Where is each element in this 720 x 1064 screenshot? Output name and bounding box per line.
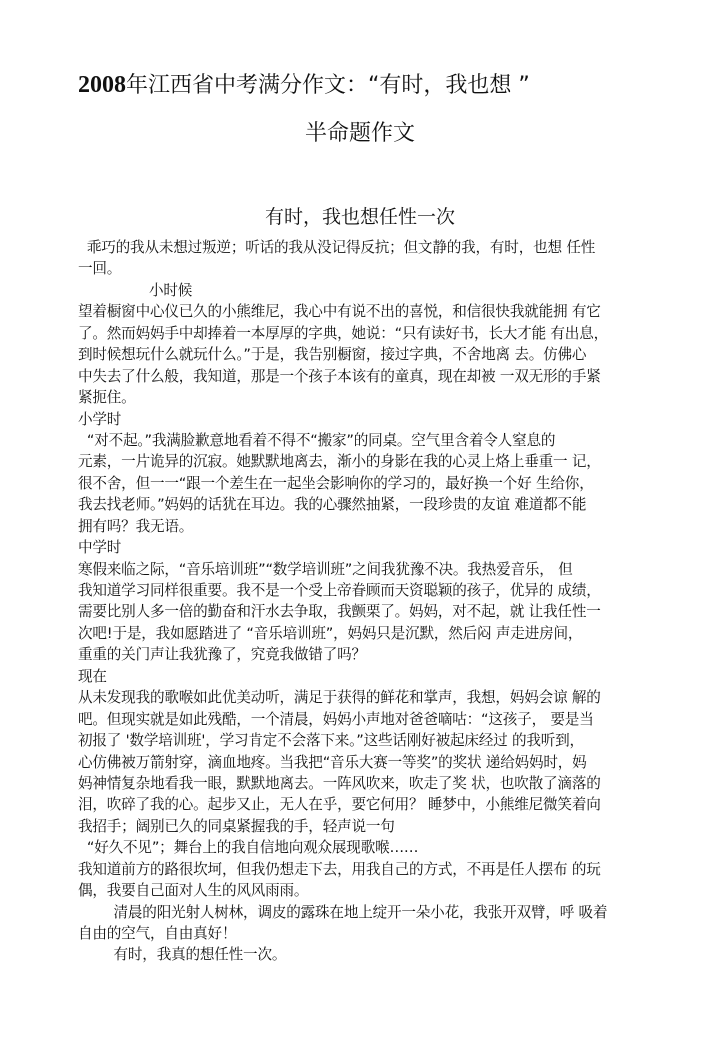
essay-line: 我知道前方的路很坎坷，但我仍想走下去，用我自己的方式，不再是任人摆布 的玩 — [78, 860, 601, 878]
essay-line: 望着橱窗中心仪已久的小熊维尼，我心中有说不出的喜悦，和信很快我就能拥 有它 — [78, 303, 601, 321]
essay-title: 有时，我也想任性一次 — [264, 206, 455, 228]
essay-line: 乖巧的我从未想过叛逆；听话的我从没记得反抗；但文静的我，有时，也想 任性 — [78, 239, 596, 256]
title-year: 2008 — [78, 72, 126, 98]
essay-line: 偶，我要自己面对人生的风风雨雨。 — [78, 882, 309, 900]
essay-line: 很不舍，但一一“跟一个差生在一起坐会影响你的学习的，最好换一个好 生给你， — [78, 474, 594, 492]
essay-line: 初报了 '数学培训班'，学习肯定不会落下来。”这些话刚好被起床经过 的我听到， — [78, 732, 584, 750]
essay-line: 妈神情复杂地看我一眼，默默地离去。一阵风吹来，吹走了奖 状，也吹散了滴落的 — [78, 774, 601, 792]
essay-line: 元素，一片诡异的沉寂。她默默地离去，渐小的身影在我的心灵上烙上垂重一 记， — [78, 453, 601, 471]
essay-line: 中失去了什么般，我知道，那是一个孩子本该有的童真，现在却被 一双无形的手紧 — [78, 367, 601, 385]
essay-line: 了。然而妈妈手中却捧着一本厚厚的字典，她说：“只有读好书，长大才能 有出息， — [78, 324, 608, 342]
essay-line: 小学时 — [78, 410, 122, 428]
essay-line: 拥有吗？我无语。 — [78, 517, 194, 535]
essay-line: 一回。 — [78, 260, 122, 278]
essay-line: 我招手；阔别已久的同桌紧握我的手，轻声说一句 — [78, 817, 395, 835]
essay-line: 紧扼住。 — [78, 389, 136, 407]
essay-line: 重重的关门声让我犹豫了，究竟我做错了吗？ — [78, 646, 366, 664]
essay-line: 自由的空气，自由真好！ — [78, 925, 237, 942]
essay-line: 心仿佛被万箭射穿，滴血地疼。当我把“音乐大赛一等奖”的奖状 递给妈妈时，妈 — [78, 753, 587, 771]
essay-line: 中学时 — [78, 539, 122, 557]
essay-line: 需要比别人多一倍的勤奋和汗水去争取，我颤栗了。妈妈，对不起，就 让我任性一 — [78, 603, 601, 621]
essay-line: 有时，我真的想任性一次。 — [78, 946, 287, 964]
essay-line: 泪，吹碎了我的心。起步又止，无人在乎，要它何用？ 睡梦中，小熊维尼微笑着向 — [78, 796, 601, 814]
essay-line: 寒假来临之际，“音乐培训班”“数学培训班”之间我犹豫不决。我热爱音乐， 但 — [78, 560, 573, 578]
essay-line: 我知道学习同样很重要。我不是一个受上帝眷顾而天资聪颖的孩子，优异的 成绩， — [78, 582, 601, 599]
essay-line: 清晨的阳光射人树林，调皮的露珠在地上绽开一朵小花，我张开双臂，呼 吸着 — [78, 903, 608, 921]
essay-line: 次吧!于是，我如愿踏进了 “音乐培训班”，妈妈只是沉默，然后闷 声走进房间， — [78, 624, 583, 642]
essay-line: 现在 — [78, 667, 107, 685]
essay-line: “好久不见”；舞台上的我自信地向观众展现歌喉…… — [78, 839, 419, 857]
essay-line: “对不起。”我满脸歉意地看着不得不“搬家”的同桌。空气里含着令人窒息的 — [78, 431, 556, 449]
essay-line: 到时候想玩什么就玩什么。”于是，我告别橱窗，接过字典，不舍地离 去。仿佛心 — [78, 346, 587, 364]
title-text: 年江西省中考满分作文：“有时，我也想 ” — [126, 73, 530, 98]
essay-line: 吧。但现实就是如此残酷，一个清晨，妈妈小声地对爸爸嘀咕：“这孩子， 要是当 — [78, 710, 594, 728]
document-title — [78, 68, 530, 99]
essay-line: 我去找老师。”妈妈的话犹在耳边。我的心骤然抽紧，一段珍贵的友谊 难道都不能 — [78, 496, 587, 514]
essay-line: 从未发现我的歌喉如此优美动听，满足于获得的鲜花和掌声，我想，妈妈会谅 解的 — [78, 689, 601, 707]
document-subtitle: 半命题作文 — [304, 121, 415, 146]
essay-body — [78, 237, 648, 966]
essay-line: 小时候 — [78, 281, 193, 299]
